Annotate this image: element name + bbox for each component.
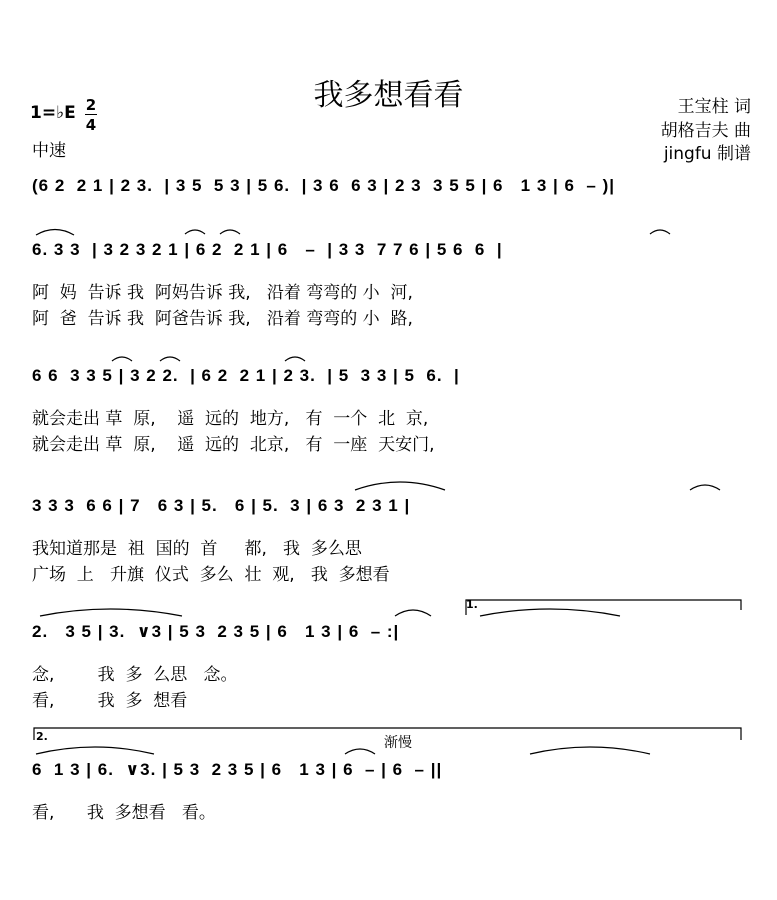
tempo-marking: 中速 (32, 141, 66, 161)
lyric-line-3-verse-2: 广场 上 升旗 仪式 多么 壮 观, 我 多想看 (32, 565, 390, 585)
slur (36, 747, 154, 754)
slur (530, 747, 650, 754)
lyricist-credit: 王宝柱 词 (677, 97, 751, 117)
slur (36, 230, 74, 236)
slur (220, 230, 240, 234)
slur (355, 482, 445, 490)
lyric-line-2-verse-1: 就会走出 草 原, 遥 远的 地方, 有 一个 北 京, (32, 409, 429, 429)
second-ending-bracket (34, 728, 741, 740)
score-line-intro: (6 2 2 1 | 2 3. | 3 5 5 3 | 5 6. | 3 6 6 3 | 2 3 3 5 5 | 6 1 3 | 6 – )| (32, 176, 616, 195)
slur (285, 357, 305, 361)
score-line-4: 2. 3 5 | 3. ∨3 | 5 3 2 3 5 | 6 1 3 | 6 – :| (32, 622, 400, 641)
ritardando-marking: 渐慢 (384, 735, 412, 751)
time-signature-bottom: 4 (85, 116, 97, 134)
lyric-line-4-verse-1: 念, 我 多 么思 念。 (32, 665, 238, 685)
composer-credit: 胡格吉夫 曲 (660, 121, 751, 141)
lyric-line-4-verse-2: 看, 我 多 想看 (32, 691, 188, 711)
slur (185, 230, 205, 234)
slur (345, 749, 375, 754)
slur (40, 609, 182, 616)
lyric-line-5-verse-1: 看, 我 多想看 看。 (32, 803, 216, 823)
slur (480, 609, 620, 616)
slur (650, 230, 670, 234)
slur (160, 357, 180, 361)
lyric-line-2-verse-2: 就会走出 草 原, 遥 远的 北京, 有 一座 天安门, (32, 435, 435, 455)
slur (395, 610, 431, 616)
lyric-line-1-verse-1: 阿 妈 告诉 我 阿妈告诉 我, 沿着 弯弯的 小 河, (32, 283, 413, 303)
slur (112, 357, 132, 361)
score-line-1: 6. 3 3 | 3 2 3 2 1 | 6 2 2 1 | 6 – | 3 3 7 7 6 | 5 6 6 | (32, 240, 503, 259)
first-ending-label: 1. (466, 598, 478, 611)
slur (690, 485, 720, 490)
score-line-5: 6 1 3 | 6. ∨3. | 5 3 2 3 5 | 6 1 3 | 6 – | 6 – || (32, 760, 443, 779)
song-title: 我多想看看 (313, 78, 464, 113)
time-signature-top: 2 (85, 96, 97, 114)
lyric-line-1-verse-2: 阿 爸 告诉 我 阿爸告诉 我, 沿着 弯弯的 小 路, (32, 309, 413, 329)
key-signature: 1=♭E (30, 103, 76, 123)
score-line-3: 3 3 3 6 6 | 7 6 3 | 5. 6 | 5. 3 | 6 3 2 3 1 | (32, 496, 411, 515)
second-ending-label: 2. (36, 730, 48, 743)
lyric-line-3-verse-1: 我知道那是 祖 国的 首 都, 我 多么思 (32, 539, 362, 559)
arranger-credit: jingfu 制谱 (663, 144, 751, 164)
score-line-2: 6 6 3 3 5 | 3 2 2. | 6 2 2 1 | 2 3. | 5 3 3 | 5 6. | (32, 366, 460, 385)
